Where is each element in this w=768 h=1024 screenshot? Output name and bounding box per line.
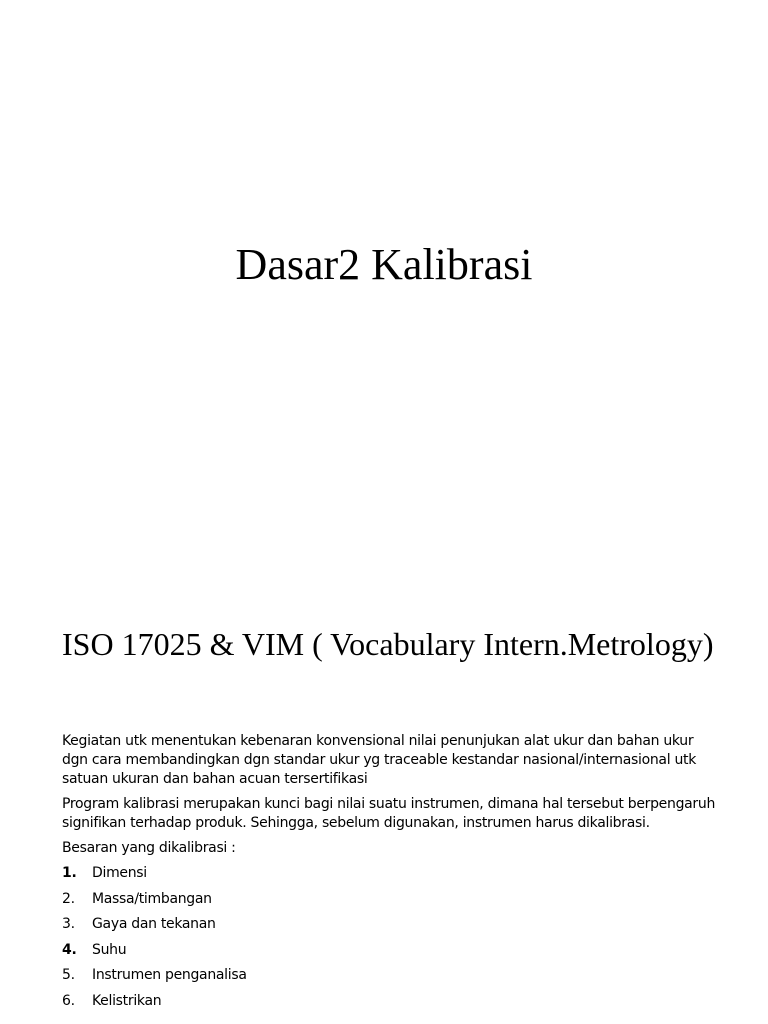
list-item <box>62 966 722 992</box>
list-label: Instrumen penganalisa <box>92 967 247 983</box>
list-item <box>62 890 722 916</box>
list-item <box>62 941 722 967</box>
list-number: 5. <box>62 967 75 983</box>
list-label: Gaya dan tekanan <box>92 916 216 932</box>
slide-2 <box>0 576 768 1024</box>
list-number: 4. <box>62 941 77 958</box>
list-number: 3. <box>62 916 75 932</box>
list-number: 2. <box>62 890 75 907</box>
calibration-list <box>62 864 722 1017</box>
list-item <box>62 992 722 1018</box>
list-label: Massa/timbangan <box>92 890 212 907</box>
paragraph-program: Program kalibrasi merupakan kunci bagi nilai suatu instrumen, dimana hal tersebut berpengaruh signifikan terhadap produk. Sehingga, sebelum digunakan, instrumen harus dikalibrasi. <box>62 796 716 831</box>
list-item <box>62 915 722 941</box>
list-label: Dimensi <box>92 865 147 881</box>
list-label: Suhu <box>92 941 127 958</box>
paragraph-list-intro: Besaran yang dikalibrasi : <box>62 840 236 856</box>
slide-2-body <box>62 732 722 1017</box>
slide-title: Dasar2 Kalibrasi <box>235 240 533 289</box>
slide-2-title: ISO 17025 & VIM ( Vocabulary Intern.Metrology) <box>62 626 714 662</box>
list-item <box>62 864 722 890</box>
paragraph-definition: Kegiatan utk menentukan kebenaran konvensional nilai penunjukan alat ukur dan bahan ukur dgn cara membandingkan dgn standar ukur yg traceable kestandar nasional/internasional utk satuan ukuran dan bahan acuan tersertifikasi <box>62 733 697 787</box>
list-number: 6. <box>62 992 75 1009</box>
list-number: 1. <box>62 865 77 881</box>
list-label: Kelistrikan <box>92 992 162 1009</box>
